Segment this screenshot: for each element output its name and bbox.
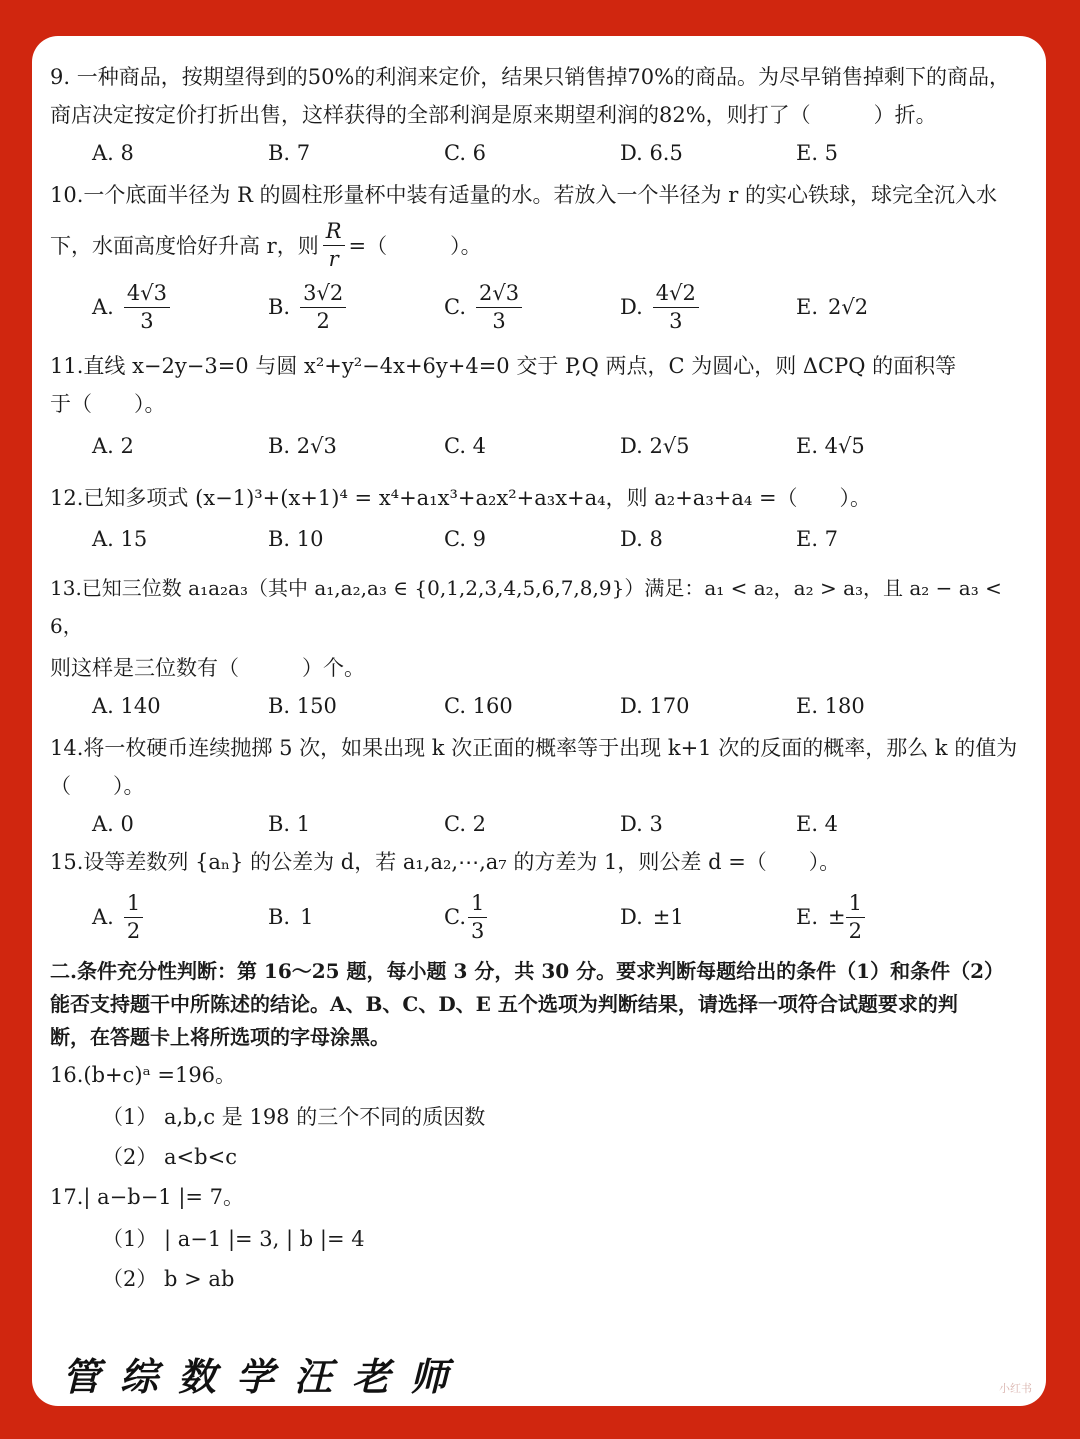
option-label: A.	[92, 905, 114, 930]
option	[444, 892, 620, 943]
option: B. 1	[268, 812, 311, 837]
fraction-numerator: 3√2	[300, 282, 346, 308]
q17-condition-1: （1） | a−1 |= 3, | b |= 4	[102, 1227, 365, 1252]
section-2-line2: 能否支持题干中所陈述的结论。A、B、C、D、E 五个选项为判断结果，请选择一项符合试题要求的判	[50, 992, 958, 1017]
q13-options	[50, 687, 1035, 725]
q10-fraction	[323, 220, 345, 271]
section-2-line1: 二.条件充分性判断：第 16～25 题，每小题 3 分，共 30 分。要求判断每题给出的条件（1）和条件（2）	[50, 959, 1004, 984]
option: A. 8	[92, 141, 134, 165]
q12-line1: 12.已知多项式 (x−1)³+(x+1)⁴ = x⁴+a₁x³+a₂x²+a₃x+a₄，则 a₂+a₃+a₄ =（ ）。	[50, 486, 872, 511]
author-signature: 管综数学汪老师	[62, 1354, 469, 1399]
option: A. 2	[92, 434, 134, 459]
q11-line2: 于（ ）。	[50, 392, 166, 417]
option-fraction	[653, 282, 699, 333]
option: B. 150	[268, 694, 337, 719]
option-label: C.	[444, 295, 466, 320]
option: B. 7	[268, 141, 311, 165]
q10-line1: 10.一个底面半径为 R 的圆柱形量杯中装有适量的水。若放入一个半径为 r 的实心铁球，球完全沉入水	[50, 183, 997, 207]
option	[796, 288, 972, 326]
q9-options	[50, 134, 1035, 172]
q17-condition-2: （2） b > ab	[102, 1267, 235, 1292]
q10-line2	[50, 220, 1035, 271]
q11-line1: 11.直线 x−2y−3=0 与圆 x²+y²−4x+6y+4=0 交于 P,Q 两点，C 为圆心，则 ΔCPQ 的面积等	[50, 354, 957, 379]
fraction-numerator: 1	[468, 892, 487, 918]
option	[92, 282, 268, 333]
option	[268, 898, 444, 936]
q15-line1: 15.设等差数列 {aₙ} 的公差为 d，若 a₁,a₂,⋯,a₇ 的方差为 1，则公差 d =（ ）。	[50, 850, 841, 875]
option: D. 3	[620, 812, 663, 837]
fraction-numerator: 4√2	[653, 282, 699, 308]
option-label: D.	[620, 295, 643, 320]
q13-line2: 则这样是三位数有（ ）个。	[50, 656, 365, 681]
fraction-numerator: 2√3	[476, 282, 522, 308]
option: D. 170	[620, 694, 690, 719]
option: D. 6.5	[620, 141, 683, 165]
option-label: A.	[92, 295, 114, 320]
q9-line2: 商店决定按定价打折出售，这样获得的全部利润是原来期望利润的82%，则打了（ ）折。	[50, 103, 937, 127]
q14-options	[50, 805, 1035, 843]
option: D. 2√5	[620, 434, 690, 459]
option: C. 9	[444, 527, 487, 552]
q10-line2-pre: 下，水面高度恰好升高 r，则	[50, 233, 319, 258]
option-label: B.	[268, 295, 291, 320]
fraction-numerator: 1	[124, 892, 143, 918]
exam-sheet	[32, 36, 1046, 1406]
option: E. 180	[796, 694, 865, 719]
fraction-denominator: r	[328, 247, 339, 272]
option: C. 6	[444, 141, 487, 165]
option-fraction	[300, 282, 346, 333]
q9-line1: 9. 一种商品，按期望得到的50%的利润来定价，结果只销售掉70%的商品。为尽早销售掉剩下的商品，	[50, 65, 1011, 89]
option-fraction	[468, 892, 487, 943]
option-label: C.	[444, 905, 466, 930]
question-content	[50, 58, 1035, 1298]
option-value: ±1	[652, 905, 684, 930]
q17-stem: 17.| a−b−1 |= 7。	[50, 1185, 245, 1210]
section-2-instructions	[50, 955, 1035, 1054]
option-label: D.	[620, 905, 643, 930]
option: C. 4	[444, 434, 487, 459]
option-label: E.	[796, 905, 819, 930]
q16-condition-1: （1） a,b,c 是 198 的三个不同的质因数	[102, 1105, 486, 1130]
option: A. 0	[92, 812, 134, 837]
option-fraction	[124, 282, 170, 333]
fraction-numerator: R	[323, 220, 345, 246]
q14-line2: （ ）。	[50, 774, 145, 799]
fraction-denominator: 3	[669, 308, 683, 333]
option-value: 2√2	[828, 295, 869, 320]
option: A. 140	[92, 694, 161, 719]
q14-line1: 14.将一枚硬币连续抛掷 5 次，如果出现 k 次正面的概率等于出现 k+1 次的反面的概率，那么 k 的值为	[50, 736, 1018, 761]
q16-condition-2: （2） a<b<c	[102, 1145, 237, 1170]
option-fraction	[846, 892, 865, 943]
q10-line2-post: =（ ）。	[348, 233, 482, 258]
q13-line1: 13.已知三位数 a₁a₂a₃（其中 a₁,a₂,a₃ ∈ {0,1,2,3,4,5,6,7,8,9}）满足：a₁ < a₂，a₂ > a₃，且 a₂ − a₃ < 6，	[50, 576, 1002, 639]
option-fraction	[124, 892, 143, 943]
fraction-numerator: 4√3	[124, 282, 170, 308]
option	[268, 282, 444, 333]
option: A. 15	[92, 527, 148, 552]
option: B. 2√3	[268, 434, 337, 459]
option: B. 10	[268, 527, 324, 552]
option-value: 1	[300, 905, 314, 930]
fraction-denominator: 2	[848, 918, 862, 943]
option	[444, 282, 620, 333]
option	[92, 892, 268, 943]
section-2-line3: 断，在答题卡上将所选项的字母涂黑。	[50, 1025, 390, 1050]
option-prefix: ±	[828, 905, 846, 930]
option-fraction	[476, 282, 522, 333]
fraction-denominator: 3	[492, 308, 506, 333]
option: C. 2	[444, 812, 487, 837]
option: E. 5	[796, 141, 839, 165]
option: E. 4	[796, 812, 839, 837]
option	[796, 892, 972, 943]
option	[620, 898, 796, 936]
fraction-denominator: 3	[471, 918, 485, 943]
option: E. 4√5	[796, 434, 865, 459]
watermark: 小红书	[999, 1382, 1032, 1395]
fraction-denominator: 2	[126, 918, 141, 943]
q11-options	[50, 423, 1035, 469]
option-label: E.	[796, 295, 819, 320]
option: C. 160	[444, 694, 513, 719]
q10-options	[50, 271, 1035, 343]
fraction-denominator: 3	[140, 308, 154, 333]
fraction-denominator: 2	[316, 308, 330, 333]
option-label: B.	[268, 905, 291, 930]
option: D. 8	[620, 527, 663, 552]
option: E. 7	[796, 527, 839, 552]
option	[620, 282, 796, 333]
q12-options	[50, 517, 1035, 561]
fraction-numerator: 1	[846, 892, 865, 918]
q15-options	[50, 881, 1035, 953]
q16-stem: 16.(b+c)ᵃ =196。	[50, 1063, 237, 1088]
